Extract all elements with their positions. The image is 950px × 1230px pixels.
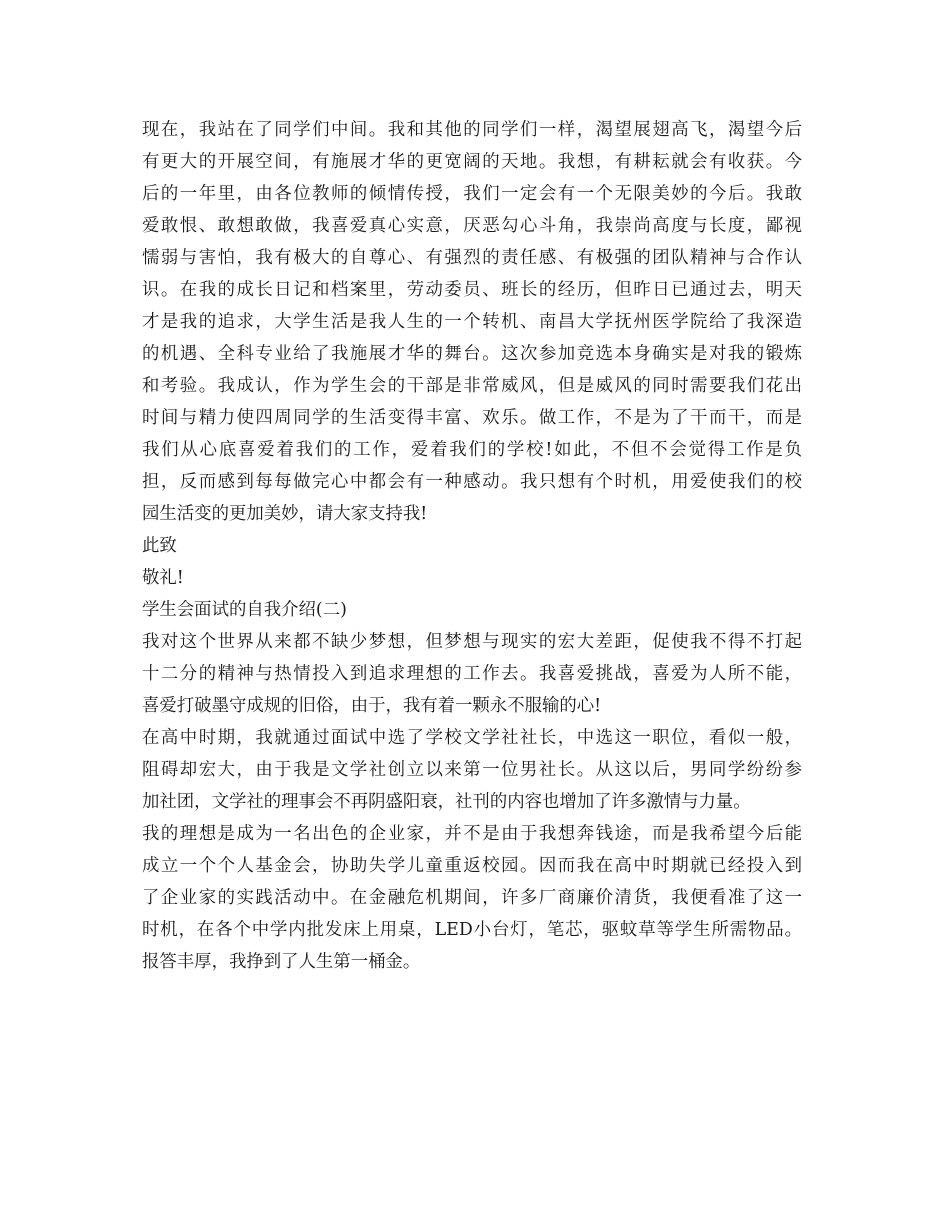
paragraph-campaign-speech [142, 114, 802, 530]
text-line: 爱敢恨、敢想敢做，我喜爱真心实意，厌恶勾心斗角，我崇尚高度与长度，鄙视 [142, 216, 802, 236]
text-line: 十二分的精神与热情投入到追求理想的工作去。我喜爱挑战，喜爱为人所不能， [142, 664, 802, 684]
text-line: 园生活变的更加美妙，请大家支持我! [142, 504, 428, 524]
text-line: 在高中时期，我就通过面试中选了学校文学社社长，中选这一职位，看似一般， [142, 728, 802, 748]
text-line: 敬礼! [142, 568, 184, 588]
text-line: 后的一年里，由各位教师的倾情传授，我们一定会有一个无限美妙的今后。我敢 [142, 184, 802, 204]
text-line: 我对这个世界从来都不缺少梦想，但梦想与现实的宏大差距，促使我不得不打起 [142, 632, 802, 652]
text-line: 现在，我站在了同学们中间。我和其他的同学们一样，渴望展翅高飞，渴望今后 [142, 120, 802, 140]
section-title [142, 594, 802, 626]
text-line: 担，反而感到每每做完心中都会有一种感动。我只想有个时机，用爱使我们的校 [142, 472, 802, 492]
text-line: 时机，在各个中学内批发床上用桌，LED小台灯，笔芯，驱蚊草等学生所需物品。 [142, 920, 802, 940]
text-line: 时间与精力使四周同学的生活变得丰富、欢乐。做工作，不是为了干而干，而是 [142, 408, 802, 428]
paragraph-literary-club [142, 722, 802, 818]
text-line: 了企业家的实践活动中。在金融危机期间，许多厂商廉价清货，我便看准了这一 [142, 888, 802, 908]
paragraph-entrepreneur [142, 818, 802, 978]
text-line: 阻碍却宏大，由于我是文学社创立以来第一位男社长。从这以后，男同学纷纷参 [142, 760, 802, 780]
paragraph-dreams [142, 626, 802, 722]
text-line: 喜爱打破墨守成规的旧俗，由于，我有着一颗永不服输的心! [142, 696, 602, 716]
text-line: 成立一个个人基金会，协助失学儿童重返校园。因而我在高中时期就已经投入到 [142, 856, 802, 876]
text-line: 学生会面试的自我介绍(二) [142, 600, 347, 620]
text-line: 的机遇、全科专业给了我施展才华的舞台。这次参加竞选本身确实是对我的锻炼 [142, 344, 802, 364]
text-line: 有更大的开展空间，有施展才华的更宽阔的天地。我想，有耕耘就会有收获。今 [142, 152, 802, 172]
text-line: 懦弱与害怕，我有极大的自尊心、有强烈的责任感、有极强的团队精神与合作认 [142, 248, 802, 268]
text-line: 识。在我的成长日记和档案里，劳动委员、班长的经历，但昨日已通过去，明天 [142, 280, 802, 300]
document-body [142, 114, 802, 978]
text-line: 加社团，文学社的理事会不再阴盛阳衰，社刊的内容也增加了许多激情与力量。 [142, 792, 751, 812]
closing-regards [142, 562, 802, 594]
closing-salutation [142, 530, 802, 562]
text-line: 和考验。我成认，作为学生会的干部是非常威风，但是威风的同时需要我们花出 [142, 376, 802, 396]
text-line: 我的理想是成为一名出色的企业家，并不是由于我想奔钱途，而是我希望今后能 [142, 824, 802, 844]
text-line: 我们从心底喜爱着我们的工作，爱着我们的学校!如此，不但不会觉得工作是负 [142, 440, 802, 460]
text-line: 报答丰厚，我挣到了人生第一桶金。 [142, 952, 421, 972]
text-line: 才是我的追求，大学生活是我人生的一个转机、南昌大学抚州医学院给了我深造 [142, 312, 802, 332]
text-line: 此致 [142, 536, 177, 556]
